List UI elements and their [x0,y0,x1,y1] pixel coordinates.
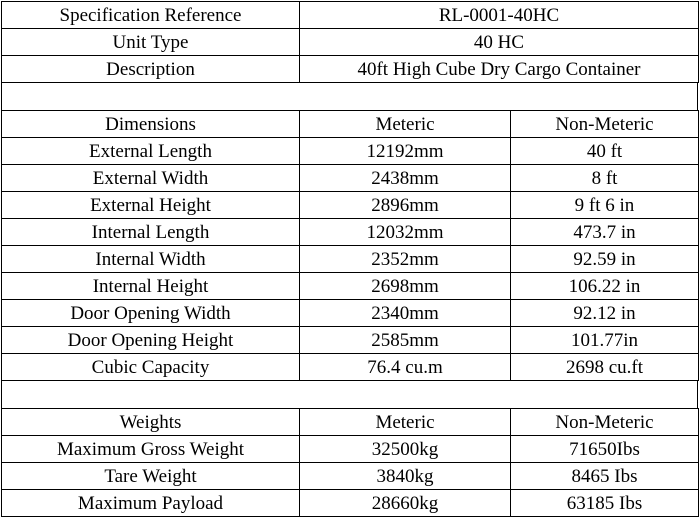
row-label-cell: Cubic Capacity [2,354,300,381]
row-label-cell: Internal Height [2,273,300,300]
value-cell: 2438mm [300,165,511,192]
row-label-cell: Maximum Gross Weight [2,436,300,463]
row-label-cell: External Width [2,165,300,192]
value-cell: 12032mm [300,219,511,246]
section-gap [1,381,698,408]
value-cell: 92.59 in [511,246,699,273]
table-row [2,327,699,354]
spec-label-cell: Unit Type [2,29,300,56]
table-row [2,490,699,517]
value-cell: 71650Ibs [511,436,699,463]
value-cell: 101.77in [511,327,699,354]
value-cell: 2896mm [300,192,511,219]
column-header: Dimensions [2,111,300,138]
value-cell: 8 ft [511,165,699,192]
table-row [2,246,699,273]
value-cell: 9 ft 6 in [511,192,699,219]
table-row [2,219,699,246]
header-row [2,111,699,138]
dimensions-table [1,110,699,381]
value-cell: 106.22 in [511,273,699,300]
value-cell: 40 ft [511,138,699,165]
row-label-cell: Maximum Payload [2,490,300,517]
row-label-cell: External Length [2,138,300,165]
row-label-cell: Tare Weight [2,463,300,490]
column-header: Meteric [300,111,511,138]
row-label-cell: External Height [2,192,300,219]
row-label-cell: Door Opening Width [2,300,300,327]
row-label-cell: Door Opening Height [2,327,300,354]
value-cell: 8465 Ibs [511,463,699,490]
column-header: Non-Meteric [511,111,699,138]
value-cell: 2698mm [300,273,511,300]
value-cell: 76.4 cu.m [300,354,511,381]
header-row [2,409,699,436]
spec-sheet [1,1,698,517]
table-row [2,192,699,219]
specification-table [1,1,699,83]
value-cell: 473.7 in [511,219,699,246]
table-row [2,463,699,490]
weights-table [1,408,699,517]
table-row [2,2,699,29]
row-label-cell: Internal Length [2,219,300,246]
column-header: Weights [2,409,300,436]
value-cell: 92.12 in [511,300,699,327]
spec-value-cell: 40 HC [300,29,699,56]
spec-value-cell: 40ft High Cube Dry Cargo Container [300,56,699,83]
table-row [2,29,699,56]
value-cell: 2352mm [300,246,511,273]
value-cell: 28660kg [300,490,511,517]
value-cell: 2698 cu.ft [511,354,699,381]
value-cell: 3840kg [300,463,511,490]
table-row [2,56,699,83]
value-cell: 63185 Ibs [511,490,699,517]
value-cell: 2585mm [300,327,511,354]
value-cell: 32500kg [300,436,511,463]
table-row [2,273,699,300]
value-cell: 12192mm [300,138,511,165]
spec-value-cell: RL-0001-40HC [300,2,699,29]
table-row [2,165,699,192]
row-label-cell: Internal Width [2,246,300,273]
table-row [2,354,699,381]
table-row [2,436,699,463]
spec-label-cell: Specification Reference [2,2,300,29]
table-row [2,300,699,327]
column-header: Meteric [300,409,511,436]
column-header: Non-Meteric [511,409,699,436]
section-gap [1,83,698,110]
value-cell: 2340mm [300,300,511,327]
spec-label-cell: Description [2,56,300,83]
table-row [2,138,699,165]
